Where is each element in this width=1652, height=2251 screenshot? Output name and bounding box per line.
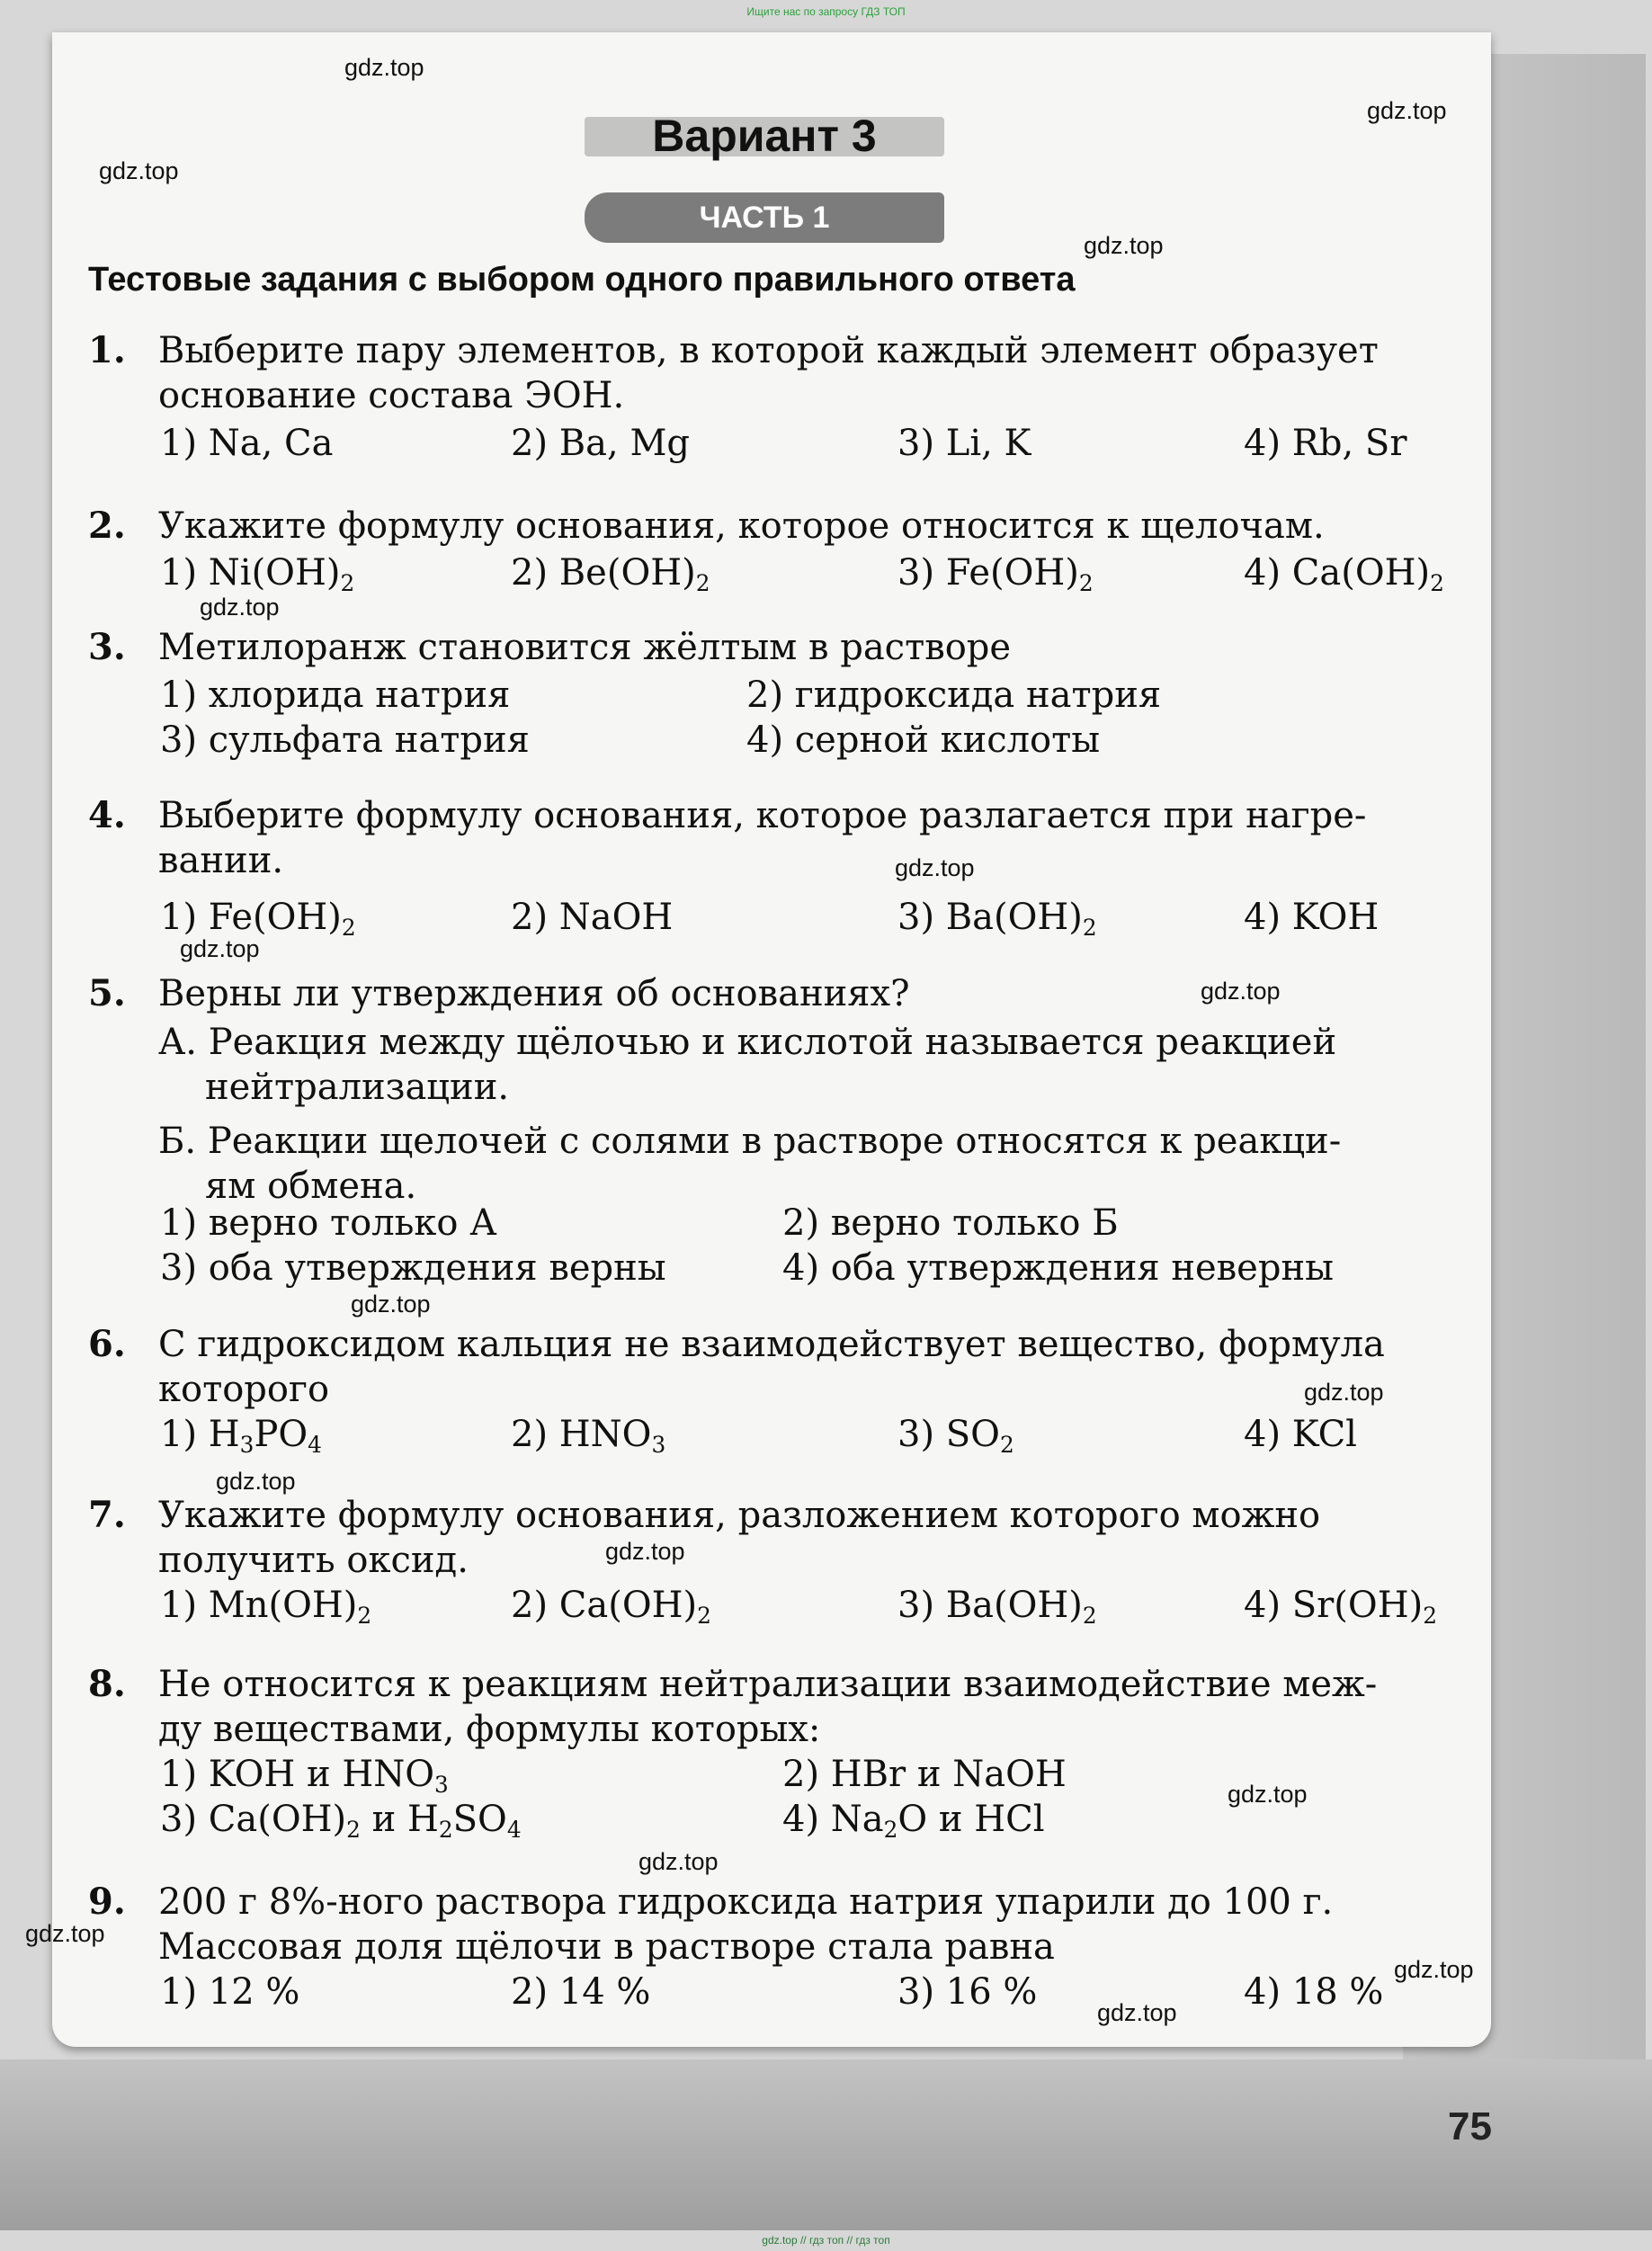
background-bottom (0, 2059, 1652, 2230)
answer-option: 4) $Sr(OH)_2$ (1244, 1585, 1437, 1629)
answer-option: 4) $Ca(OH)_2$ (1244, 552, 1444, 596)
answer-option: 3) 16 % (897, 1971, 1038, 2013)
watermark: gdz.top (1084, 232, 1164, 259)
watermark: gdz.top (99, 157, 179, 184)
question-number: 7. (88, 1494, 126, 1536)
bottom-notice: gdz.top // гдз топ // гдз топ (762, 2234, 890, 2247)
question-text-line: Верны ли утверждения об основаниях? (158, 973, 910, 1014)
watermark: gdz.top (1201, 978, 1281, 1005)
top-notice: Ищите нас по запросу ГДЗ ТОП (746, 5, 906, 18)
question-text-line: которого (158, 1369, 330, 1410)
question-number: 4. (88, 794, 126, 836)
question-text-line: Массовая доля щёлочи в растворе стала равна (158, 1926, 1055, 1968)
question-text-line: Б. Реакции щелочей с солями в растворе относятся к реакци- (158, 1121, 1342, 1162)
watermark: gdz.top (351, 1291, 431, 1318)
watermark: gdz.top (25, 1920, 105, 1947)
question-text-line: Укажите формулу основания, которое относится к щелочам. (158, 505, 1325, 547)
answer-option: 4) оба утверждения неверны (782, 1247, 1334, 1289)
question-text-line: Не относится к реакциям нейтрализации взаимодействие меж- (158, 1664, 1378, 1705)
answer-option: 1) 12 % (160, 1971, 300, 2013)
question-text-line: Выберите формулу основания, которое разлагается при нагре- (158, 795, 1367, 836)
answer-option: 1) хлорида натрия (160, 674, 511, 716)
answer-option: 1) $Ni(OH)_2$ (160, 552, 355, 596)
answer-option: 3) $Ca(OH)_2$ и $H_2SO_4$ (160, 1799, 522, 1843)
question-number: 1. (88, 329, 126, 371)
answer-option: 2) $Ca(OH)_2$ (511, 1585, 711, 1629)
answer-option: 3) Li, K (897, 423, 1031, 464)
answer-option: 4) Rb, Sr (1244, 423, 1407, 464)
watermark: gdz.top (216, 1468, 296, 1495)
question-text-line: ям обмена. (205, 1166, 417, 1207)
answer-option: 4) серной кислоты (746, 719, 1101, 761)
watermark: gdz.top (605, 1538, 685, 1565)
answer-option: 2) верно только Б (782, 1202, 1119, 1244)
watermark: gdz.top (895, 854, 975, 881)
question-text-line: Метилоранж становится жёлтым в растворе (158, 627, 1012, 668)
answer-option: 3) $SO_2$ (897, 1414, 1014, 1458)
answer-option: 3) $Ba(OH)_2$ (897, 1585, 1097, 1629)
answer-option: 1) верно только А (160, 1202, 497, 1244)
answer-option: 2) гидроксида натрия (746, 674, 1162, 716)
answer-option: 1) Na, Ca (160, 423, 334, 464)
answer-option: 2) $Be(OH)_2$ (511, 552, 710, 596)
watermark: gdz.top (200, 594, 280, 621)
answer-option: 1) $Mn(OH)_2$ (160, 1585, 372, 1629)
answer-option: 4) KOH (1244, 897, 1380, 938)
question-text-line: нейтрализации. (205, 1067, 510, 1108)
question-number: 8. (88, 1663, 126, 1705)
question-text-line: ду веществами, формулы которых: (158, 1709, 821, 1750)
answer-option: 4) 18 % (1244, 1971, 1384, 2013)
answer-option: 2) Ba, Mg (511, 423, 691, 464)
watermark: gdz.top (1097, 1999, 1177, 2026)
section-heading: Тестовые задания с выбором одного правильного ответа (88, 261, 1076, 299)
answer-option: 4) KCl (1244, 1414, 1357, 1455)
watermark: gdz.top (1394, 1956, 1474, 1983)
watermark: gdz.top (1367, 97, 1447, 124)
answer-option: 4) $Na_2O$ и HCl (782, 1799, 1045, 1843)
question-number: 3. (88, 626, 126, 668)
answer-option: 2) HBr и NaOH (782, 1754, 1067, 1795)
question-number: 9. (88, 1880, 126, 1923)
answer-option: 3) $Fe(OH)_2$ (897, 552, 1094, 596)
question-text-line: вании. (158, 840, 284, 881)
question-number: 6. (88, 1323, 126, 1365)
question-text-line: 200 г 8%-ного раствора гидроксида натрия упарили до 100 г. (158, 1881, 1334, 1923)
answer-option: 3) оба утверждения верны (160, 1247, 666, 1289)
answer-option: 2) NaOH (511, 897, 674, 938)
question-text-line: Выберите пару элементов, в которой каждый элемент образует (158, 330, 1379, 371)
question-text-line: А. Реакция между щёлочью и кислотой называется реакцией (158, 1022, 1337, 1063)
watermark: gdz.top (638, 1848, 719, 1875)
question-number: 5. (88, 972, 126, 1014)
answer-option: 3) $Ba(OH)_2$ (897, 897, 1097, 941)
part-badge: ЧАСТЬ 1 (585, 192, 944, 243)
answer-option: 3) сульфата натрия (160, 719, 530, 761)
watermark: gdz.top (180, 935, 260, 962)
watermark: gdz.top (344, 54, 424, 81)
answer-option: 2) $HNO_3$ (511, 1414, 666, 1458)
page-number: 75 (1448, 2104, 1492, 2148)
answer-option: 1) $Fe(OH)_2$ (160, 897, 356, 941)
question-text-line: основание состава ЭОН. (158, 375, 625, 416)
page-title: Вариант 3 (652, 111, 877, 161)
answer-option: 1) KOH и $HNO_3$ (160, 1754, 449, 1798)
question-text-line: получить оксид. (158, 1540, 469, 1581)
answer-option: 2) 14 % (511, 1971, 651, 2013)
question-text-line: Укажите формулу основания, разложением которого можно (158, 1495, 1321, 1536)
answer-option: 1) $H_3PO_4$ (160, 1414, 322, 1458)
question-number: 2. (88, 505, 126, 547)
watermark: gdz.top (1304, 1379, 1384, 1406)
watermark: gdz.top (1228, 1781, 1308, 1808)
question-text-line: С гидроксидом кальция не взаимодействует вещество, формула (158, 1324, 1385, 1365)
